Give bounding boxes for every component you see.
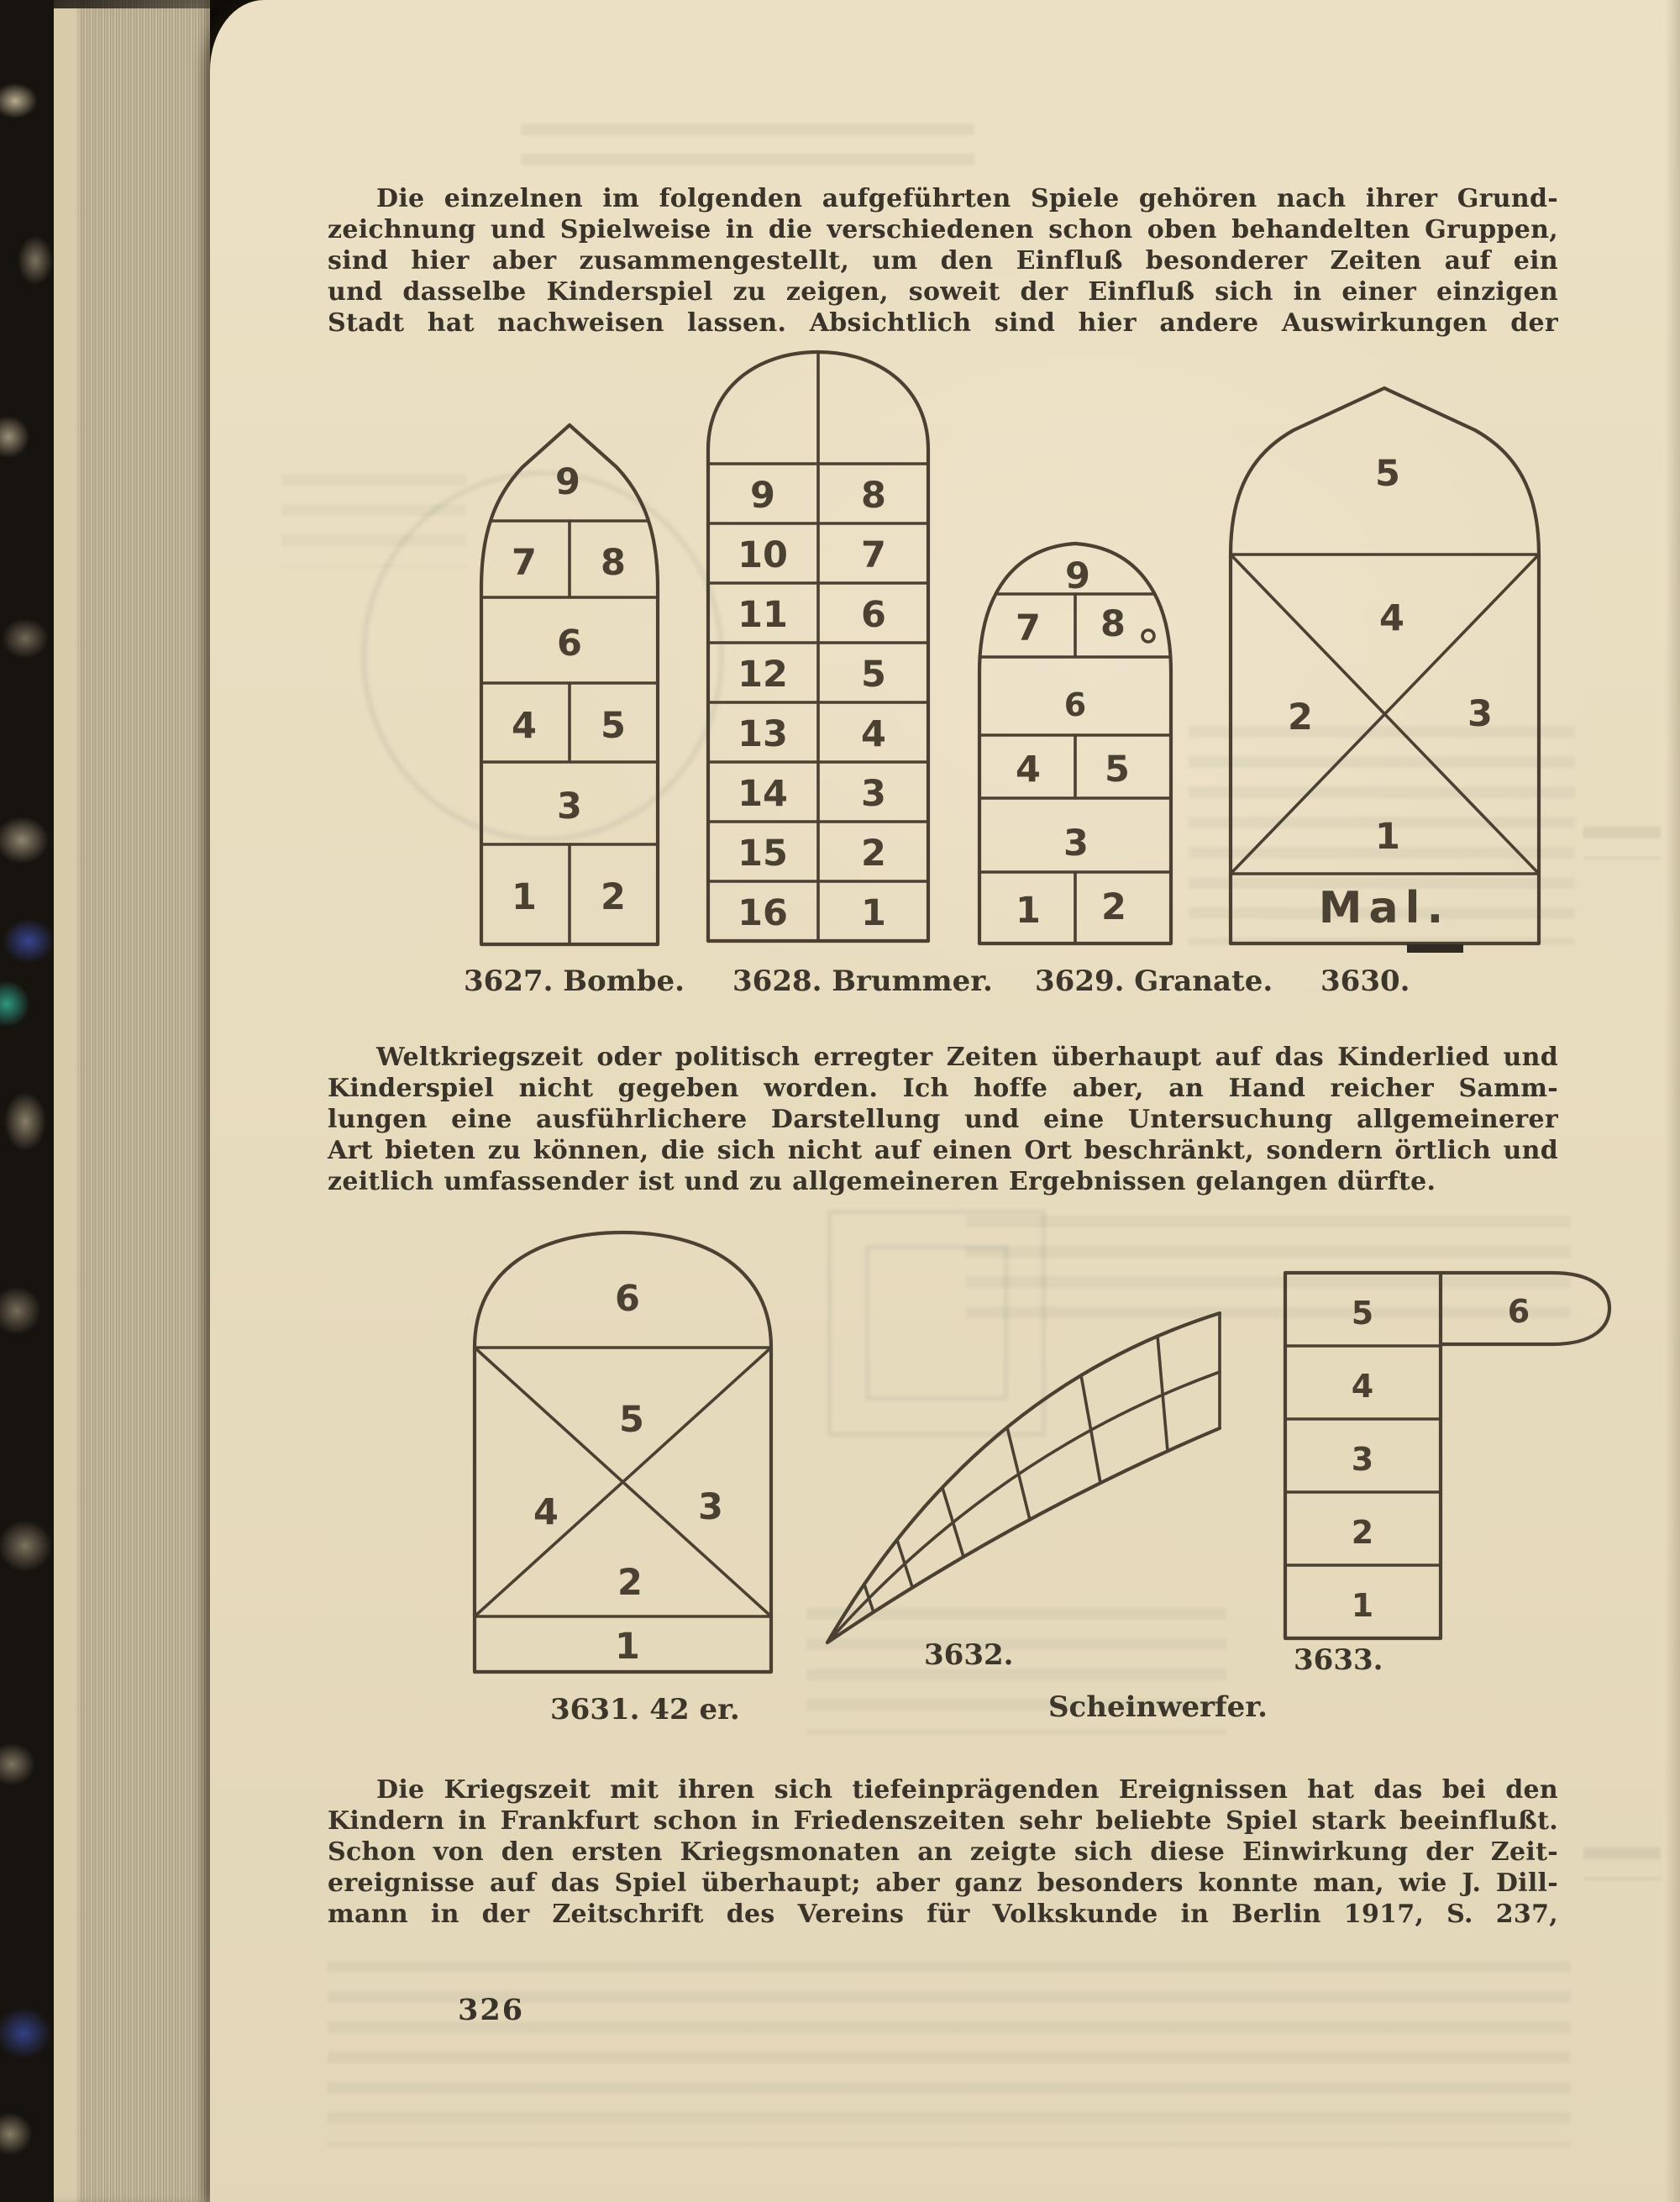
cell-number: 1 [615,1626,640,1668]
text-line: Kindern in Frankfurt schon in Friedenszeiten sehr beliebte Spiel stark beeinflußt. [328,1806,1558,1836]
text-line: Die einzelnen im folgenden aufgeführten Spiele gehören nach ihrer Grund- [376,184,1558,213]
figure-3633-column [1285,1273,1609,1638]
beam-rungs [864,1313,1220,1612]
cell-number: 6 [1507,1293,1530,1330]
figure-caption-scheinwerfer-name: Scheinwerfer. [1048,1690,1268,1724]
cell-number: 1 [1375,816,1400,858]
cell-number: 4 [512,705,537,747]
text-line: Weltkriegszeit oder politisch erregter Zeiten überhaupt auf das Kinderlied und [376,1043,1558,1072]
cell-number: 1 [1016,890,1041,932]
figure-3632-scheinwerfer [827,1313,1220,1642]
cell-number: 2 [617,1562,643,1604]
cell-number: 3 [1467,693,1493,735]
cell-number: 6 [1063,686,1087,723]
figure-3628-brummer [708,352,928,941]
cell-number: 16 [738,892,788,934]
figure-caption-3629: 3629. Granate. [1035,964,1273,998]
text-line: Art bieten zu können, die sich nicht auf einen Ort beschränkt, sondern örtlich und [328,1136,1558,1165]
figure-3629-granate [970,544,1180,943]
cell-number: 7 [861,534,886,576]
cell-number: 14 [738,773,788,815]
cell-number: 8 [861,475,886,517]
cell-number: 7 [512,542,537,584]
cell-number: 10 [738,534,788,576]
cell-number: 3 [1351,1441,1374,1478]
text-line: zeitlich umfassender ist und zu allgemeineren Ergebnissen gelangen dürfte. [328,1167,1436,1196]
cell-number: 4 [861,713,886,755]
cell-number: 2 [1101,886,1126,928]
cell-number: 2 [1351,1514,1374,1551]
figure-caption-3633: 3633. [1294,1643,1383,1677]
cell-number: 5 [601,705,626,747]
cell-number: 6 [615,1278,640,1320]
cell-number: 2 [1288,696,1313,738]
cell-number: 6 [557,623,582,665]
beam-bottom-curve [827,1428,1220,1642]
text-line: Die Kriegszeit mit ihren sich tiefeinprägenden Ereignissen hat das bei den [376,1775,1558,1805]
figure-caption-3630: 3630. [1320,964,1410,998]
text-line: Stadt hat nachweisen lassen. Absichtlich sind hier andere Auswirkungen der [328,308,1558,338]
cell-number: 1 [861,892,886,934]
cell-number: 5 [861,654,886,696]
figure-3627-bombe [470,425,669,944]
cell-number: 13 [738,713,788,755]
marker-stone [1142,630,1154,642]
cell-number: 3 [557,786,582,828]
cell-number: 4 [1016,749,1041,791]
mal-label: Mal. [1318,883,1451,933]
cell-number: 4 [1379,597,1404,639]
cell-number: 3 [861,773,886,815]
cell-number: 1 [1351,1587,1374,1624]
cell-number: 5 [1105,749,1130,791]
cell-number: 4 [533,1491,559,1533]
cell-number: 8 [601,542,626,584]
cell-number: 3 [698,1486,723,1528]
cell-number: 7 [1016,607,1041,649]
page-number: 326 [458,1993,525,2027]
figure-caption-3632: 3632. [924,1638,1014,1672]
cell-number: 1 [512,876,537,918]
cell-number: 6 [861,594,886,636]
cell-number: 2 [601,876,626,918]
text-line: lungen eine ausführlichere Darstellung und eine Untersuchung allgemeinerer [328,1105,1558,1134]
cell-number: 8 [1100,603,1126,645]
cell-number: 5 [619,1399,644,1441]
cell-number: 4 [1351,1368,1374,1405]
figure-caption-3631: 3631. 42 er. [550,1693,740,1726]
text-line: ereignisse auf das Spiel überhaupt; aber ganz besonders konnte man, wie J. Dill- [328,1868,1558,1898]
cell-number: 9 [1065,555,1090,597]
cell-number: 9 [555,461,580,503]
figure-3630-mal [1231,388,1539,949]
text-line: mann in der Zeitschrift des Vereins für Volkskunde in Berlin 1917, S. 237, [328,1900,1558,1929]
text-line: Kinderspiel nicht gegeben worden. Ich hoffe aber, an Hand reicher Samm- [328,1074,1558,1103]
text-line: zeichnung und Spielweise in die verschiedenen schon oben behandelten Gruppen, [328,215,1558,244]
cell-number: 2 [861,833,886,875]
cell-number: 5 [1351,1295,1374,1332]
cell-number: 12 [738,654,788,696]
cell-number: 3 [1063,822,1089,865]
cell-number: 15 [738,833,788,875]
cell-number: 5 [1375,453,1400,495]
text-line: und dasselbe Kinderspiel zu zeigen, soweit der Einfluß sich in einer einzigen [328,277,1558,307]
text-line: Schon von den ersten Kriegsmonaten an zeigte sich diese Einwirkung der Zeit- [328,1837,1558,1867]
figure-3631-42er [475,1232,771,1672]
text-line: sind hier aber zusammengestellt, um den Einfluß besonderer Zeiten auf ein [328,246,1558,276]
cell-number: 9 [750,475,775,517]
figure-caption-3628: 3628. Brummer. [732,964,993,998]
cell-number: 11 [738,594,788,636]
figure-caption-3627: 3627. Bombe. [464,964,685,998]
